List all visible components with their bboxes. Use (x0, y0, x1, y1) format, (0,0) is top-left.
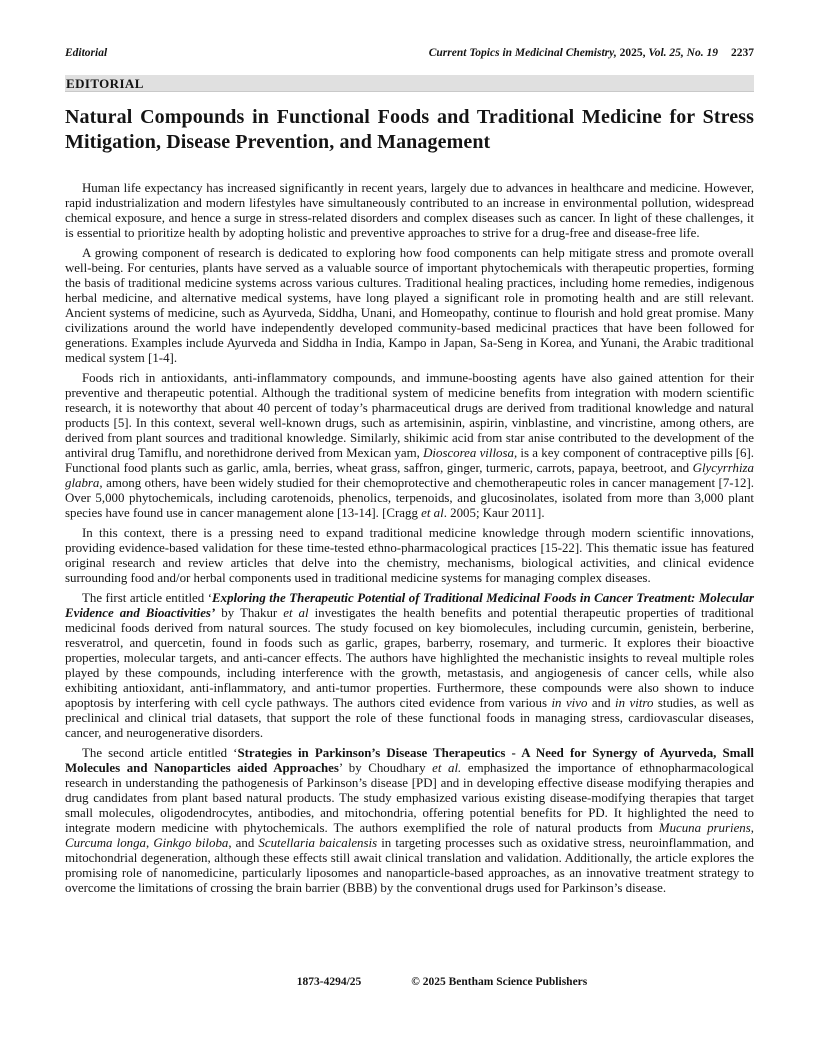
paragraph-5: The first article entitled ‘Exploring the Therapeutic Potential of Traditional Medicinal Foods in Cancer Treatment: Molecular Evidence and Bioactivities’ by Thakur et al investigates the health benefits and potential therapeutic properties of traditional medicinal foods derived from natural sources. The study focused on key biomolecules, including curcumin, genistein, berberine, resveratrol, and quercetin, found in foods such as garlic, grapes, barberry, rosemary, and turmeric. It explores their bioactive properties, molecular targets, and anti-cancer effects. The authors have highlighted the mechanistic insights to reveal multiple roles played by these compounds, including interference with the growth, metastasis, and angiogenesis of cancer cells, while also exhibiting antioxidant, anti-inflammatory, and anti-tumor properties. Furthermore, these compounds were also shown to induce apoptosis by interfering with cell cycle pathways. The authors cited evidence from various in vivo and in vitro studies, as well as preclinical and clinical trial datasets, that support the role of these functional foods in managing stress, cardiovascular diseases, cancer, and neurogenerative disorders. (65, 591, 755, 740)
article-body (65, 181, 754, 896)
running-head-editorial-label: Editorial (65, 47, 108, 59)
section-label: EDITORIAL (66, 76, 144, 91)
section-band (65, 75, 754, 92)
running-head (65, 47, 754, 60)
journal-citation: Current Topics in Medicinal Chemistry, 2025, Vol. 25, No. 19 2237 (428, 47, 754, 59)
page-footer (34, 975, 816, 989)
paragraph-1: Human life expectancy has increased significantly in recent years, largely due to advances in healthcare and medicine. However, rapid industrialization and modern lifestyles have simultaneously contributed to an increase in environmental pollution, widespread chemical exposure, and hence a surge in stress-related disorders and complex diseases such as cancer. In light of these challenges, it is essential to prioritize health by adopting holistic and preventive approaches to strive for a drug-free and disease-free life. (65, 181, 754, 240)
page-content (65, 0, 754, 896)
footer-copyright: © 2025 Bentham Science Publishers (411, 976, 588, 988)
paragraph-4: In this context, there is a pressing need to expand traditional medicine knowledge through modern scientific innovations, providing evidence-based validation for these time-tested ethno-pharmacological practices [15-22]. This thematic issue has featured original research and review articles that delve into the chemistry, mechanisms, biological activities, and clinical evidence surrounding food and/or herbal components used in traditional medicine systems for managing complex diseases. (65, 526, 754, 585)
paragraph-2: A growing component of research is dedicated to exploring how food components can help mitigate stress and promote overall well-being. For centuries, plants have served as a valuable source of important phytochemicals with therapeutic properties, forming the basis of traditional medicine systems across various cultures. Traditional healing practices, including home remedies, indigenous herbal medicine, and alternative medical systems, have long played a significant role in promoting health and are still relevant. Ancient systems of medicine, such as Ayurveda, Siddha, Unani, and Homeopathy, continue to flourish and hold great promise. Many civilizations around the world have independently developed community-based medicinal practices that have been followed for generations. Examples include Ayurveda and Siddha in India, Kampo in Japan, Sa-Seng in Korea, and Yunani, the Arabic traditional medical system [1-4]. (65, 246, 754, 365)
paragraph-6: The second article entitled ‘Strategies in Parkinson’s Disease Therapeutics - A Need for Synergy of Ayurveda, Small Molecules and Nanoparticles aided Approaches’ by Choudhary et al. emphasized the importance of ethnopharmacological research in understanding the pathogenesis of Parkinson’s disease [PD] and in developing effective disease modifying therapies and drug candidates from plant based natural products. The study emphasized various existing disease-modifying therapies that target small molecules, oligodendrocytes, antibodies, and mitochondria, offering potential benefits for PD. It highlighted the need to integrate modern medicine with phytochemicals. The authors exemplified the role of natural products from Mucuna pruriens, Curcuma longa, Ginkgo biloba, and Scutellaria baicalensis in targeting processes such as oxidative stress, neuroinflammation, and mitochondrial degeneration, although these effects still await clinical translation and validation. Additionally, the article explores the promising role of nanomedicine, particularly liposomes and nanoparticle-based approaches, as an innovative treatment strategy to overcome the limitations of crossing the brain barrier (BBB) by the conventional drugs used for Parkinson’s disease. (65, 746, 755, 895)
article-title: Natural Compounds in Functional Foods and Traditional Medicine for Stress Mitigation, Disease Prevention, and Management (65, 106, 754, 153)
footer-issn: 1873-4294/25 (296, 976, 362, 988)
paragraph-3: Foods rich in antioxidants, anti-inflammatory compounds, and immune-boosting agents have also gained attention for their preventive and therapeutic potential. Although the traditional system of medicine benefits from integration with modern scientific research, it is noteworthy that about 40 percent of today’s pharmaceutical drugs are derived from traditional knowledge and natural products [5]. In this context, several well-known drugs, such as artemisinin, aspirin, vinblastine, and vincristine, among others, are derived from plant sources and traditional knowledge. Similarly, shikimic acid from star anise contributed to the development of the antiviral drug Tamiflu, and norethidrone derived from Mexican yam, Dioscorea villosa, is a key component of contraceptive pills [6]. Functional food plants such as garlic, amla, berries, wheat grass, saffron, ginger, turmeric, carrots, papaya, beetroot, and Glycyrrhiza glabra, among others, have been widely studied for their chemoprotective and chemotherapeutic roles in cancer management [7-12]. Over 5,000 phytochemicals, including carotenoids, phenolics, terpenoids, and glucosinolates, isolated from more than 3,000 plant species have found use in cancer management alone [13-14]. [Cragg et al. 2005; Kaur 2011]. (65, 371, 754, 520)
